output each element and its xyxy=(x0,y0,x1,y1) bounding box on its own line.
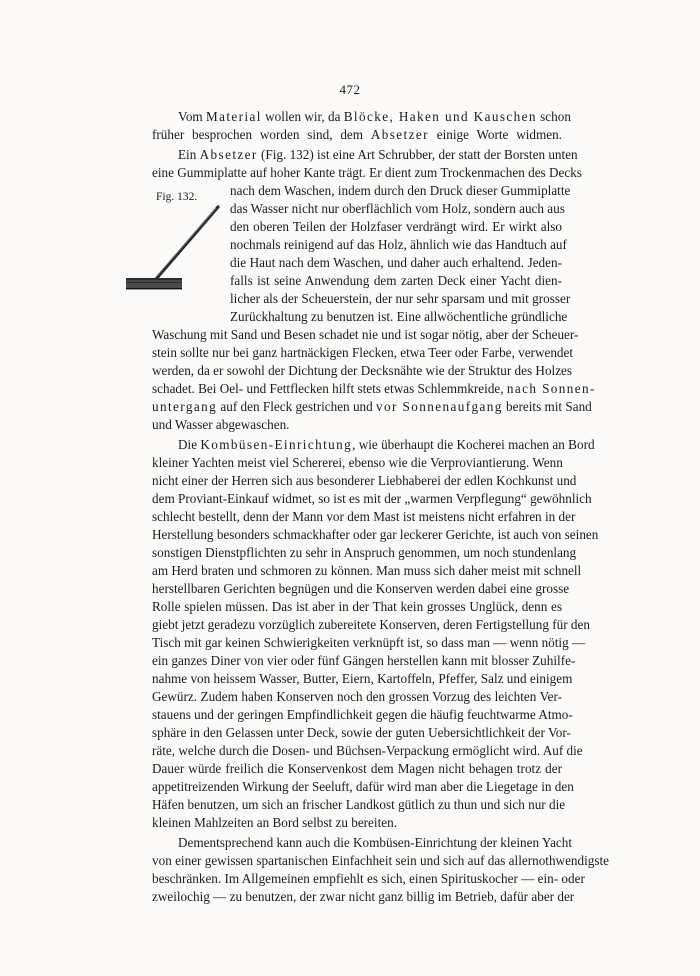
text-line xyxy=(152,724,571,742)
text-segment: früher besprochen worden sind, dem xyxy=(152,127,371,142)
text-line xyxy=(152,526,599,544)
text-segment: den oberen Teilen der Holzfaser verdrängt wird. Er wirkt also xyxy=(230,219,562,234)
spaced-emphasis: Absetzer xyxy=(370,127,429,142)
text-segment: kleinen Mahlzeiten an Bord selbst zu bereiten. xyxy=(152,815,397,830)
text-line xyxy=(152,852,610,870)
text-segment: stauens und der geringen Empfindlichkeit gegen die häufig feuchtwarme Atmo- xyxy=(152,707,573,722)
text-segment: nicht einer der Herren sich aus besonderer Liebhaberei der edlen Kochkunst und xyxy=(152,473,577,488)
text-segment: Häfen benutzen, um sich an frischer Landkost gütlich zu thun und sich nur die xyxy=(152,797,566,812)
text-line xyxy=(152,164,582,182)
text-line xyxy=(152,688,562,706)
text-line xyxy=(152,652,576,670)
text-segment: sonstigen Dienstpflichten zu sehr in Anspruch genommen, um noch stundenlang xyxy=(152,545,577,560)
text-line xyxy=(178,834,573,852)
text-line xyxy=(152,706,573,724)
text-line xyxy=(152,778,574,796)
text-line xyxy=(230,290,571,308)
text-segment: stein sollte nur bei ganz hartnäckigen Flecken, etwa Teer oder Farbe, verwendet xyxy=(152,345,574,360)
text-segment: Zurückhaltung zu benutzen ist. Eine allwöchentliche gründliche xyxy=(230,309,568,324)
text-line xyxy=(152,508,576,526)
text-line xyxy=(152,344,574,362)
text-line xyxy=(230,182,571,200)
text-line xyxy=(230,218,562,236)
text-segment: , wie überhaupt die Kocherei machen an Bord xyxy=(352,437,595,452)
text-line xyxy=(230,200,565,218)
text-line xyxy=(152,796,566,814)
text-segment: falls ist seine Anwendung dem zarten Deck einer Yacht dien- xyxy=(230,273,562,288)
text-segment: nochmals reinigend auf das Holz, ähnlich wie das Handtuch auf xyxy=(230,237,567,252)
text-line xyxy=(152,562,582,580)
spaced-emphasis: vor Sonnenaufgang xyxy=(376,399,503,414)
text-segment: nach dem Waschen, indem durch den Druck dieser Gummiplatte xyxy=(230,183,571,198)
text-line xyxy=(152,416,562,434)
absetzer-illustration xyxy=(122,205,222,293)
text-segment: die Haut nach dem Waschen, und daher auch erhaltend. Jeden- xyxy=(230,255,562,270)
spaced-emphasis: Material xyxy=(205,109,262,124)
text-line xyxy=(230,308,568,326)
text-line xyxy=(230,272,562,290)
text-segment: dem Proviant-Einkauf widmet, so ist es mit der „warmen Verpflegung“ gewöhnlich xyxy=(152,491,592,506)
text-segment: kleiner Yachten meist viel Schererei, ebenso wie die Verproviantierung. Wenn xyxy=(152,455,563,470)
text-line xyxy=(230,236,567,254)
text-segment: am Herd braten und schmoren zu können. Man muss sich daher meist mit schnell xyxy=(152,563,582,578)
text-segment: von einer gewissen spartanischen Einfachheit sein und sich auf das allernothwendigste xyxy=(152,853,610,868)
text-line xyxy=(152,472,577,490)
text-segment: appetitreizenden Wirkung der Seeluft, dafür wird man aber die Liegetage in den xyxy=(152,779,574,794)
spaced-emphasis: Blöcke, Haken und Kauschen xyxy=(343,109,537,124)
text-segment: Die xyxy=(178,437,201,452)
text-line xyxy=(152,454,562,472)
text-line xyxy=(152,544,577,562)
text-line xyxy=(152,616,590,634)
text-line xyxy=(152,742,583,760)
text-segment: beschränken. Im Allgemeinen empfiehlt es sich, einen Spirituskocher — ein- oder xyxy=(152,871,585,886)
text-segment: ein ganzes Diner von vier oder fünf Gängen herstellen kann mit blosser Zuhilfe- xyxy=(152,653,576,668)
text-segment: einige Worte widmen. xyxy=(428,127,562,142)
text-segment: licher als der Scheuerstein, der nur sehr sparsam und mit grosser xyxy=(230,291,571,306)
text-segment: Herstellung besonders schmackhafter oder gar leckerer Gerichte, ist auch von seinen xyxy=(152,527,599,542)
text-line xyxy=(152,490,592,508)
text-segment: giebt jetzt geradezu vorzüglich zubereitete Konserven, deren Fertigstellung für den xyxy=(152,617,590,632)
text-segment: Dementsprechend kann auch die Kombüsen-Einrichtung der kleinen Yacht xyxy=(178,835,573,850)
text-line xyxy=(152,326,579,344)
text-line xyxy=(152,634,586,652)
text-line xyxy=(152,760,562,778)
text-segment: Ein xyxy=(178,147,200,162)
text-line xyxy=(152,670,573,688)
text-segment: Rolle spielen müssen. Das ist aber in der That kein grosses Unglück, denn es xyxy=(152,599,562,614)
text-segment: schon xyxy=(536,109,571,124)
figure-label: Fig. 132. xyxy=(156,191,198,203)
text-line xyxy=(152,380,596,398)
spaced-emphasis: untergang xyxy=(152,399,218,414)
text-segment: wollen wir, da xyxy=(261,109,344,124)
text-line xyxy=(152,888,575,906)
text-segment: das Wasser nicht nur oberflächlich vom Holz, sondern auch aus xyxy=(230,201,565,216)
text-line xyxy=(152,126,562,144)
spaced-emphasis: Absetzer xyxy=(199,147,258,162)
text-segment: schadet. Bei Oel- und Fettflecken hilft stets etwas Schlemmkreide, xyxy=(152,381,507,396)
text-line xyxy=(152,814,562,832)
text-segment: Waschung mit Sand und Besen schadet nie und ist sogar nötig, aber der Scheuer- xyxy=(152,327,579,342)
text-line xyxy=(152,870,585,888)
text-segment: nahme von heissem Wasser, Butter, Eiern, Kartoffeln, Pfeffer, Salz und einigem xyxy=(152,671,573,686)
text-line xyxy=(230,254,562,272)
text-segment: zweilochig — zu benutzen, der zwar nicht ganz billig im Betrieb, dafür aber der xyxy=(152,889,575,904)
text-segment: werden, da er sowohl der Dichtung der Decksnähte wie der Struktur des Holzes xyxy=(152,363,573,378)
page-number: 472 xyxy=(339,82,361,97)
text-line xyxy=(152,580,570,598)
text-segment: bereits mit Sand xyxy=(502,399,592,414)
text-line xyxy=(152,598,562,616)
text-segment: herstellbaren Gerichten begnügen und die Konserven werden dabei eine grosse xyxy=(152,581,570,596)
text-segment: Dauer würde freilich die Konservenkost dem Magen nicht behagen trotz der xyxy=(152,761,562,776)
text-line xyxy=(178,108,571,126)
spaced-emphasis: Kombüsen-Einrichtung xyxy=(200,437,353,452)
spaced-emphasis: nach Sonnen- xyxy=(506,381,596,396)
text-segment: auf den Fleck gestrichen und xyxy=(217,399,377,414)
text-segment: räte, welche durch die Dosen- und Büchsen-Verpackung ermöglicht wird. Auf die xyxy=(152,743,583,758)
text-segment: eine Gummiplatte auf hoher Kante trägt. Er dient zum Trockenmachen des Decks xyxy=(152,165,582,180)
text-line xyxy=(152,362,573,380)
text-segment: Tisch mit gar keinen Schwierigkeiten verknüpft ist, so dass man — wenn nötig — xyxy=(152,635,586,650)
text-segment: schlecht bestellt, denn der Mann vor dem Mast ist meistens nicht erfahren in der xyxy=(152,509,576,524)
text-line xyxy=(152,398,592,416)
text-segment: Gewürz. Zudem haben Konserven noch den grossen Vorzug des leichten Ver- xyxy=(152,689,562,704)
text-segment: sphäre in den Gelassen unter Deck, sowie der guten Uebersichtlichkeit der Vor- xyxy=(152,725,571,740)
text-segment: Vom xyxy=(178,109,206,124)
text-line xyxy=(178,146,578,164)
text-segment: und Wasser abgewaschen. xyxy=(152,417,290,432)
text-line xyxy=(178,436,595,454)
text-segment: (Fig. 132) ist eine Art Schrubber, der statt der Borsten unten xyxy=(257,147,578,162)
